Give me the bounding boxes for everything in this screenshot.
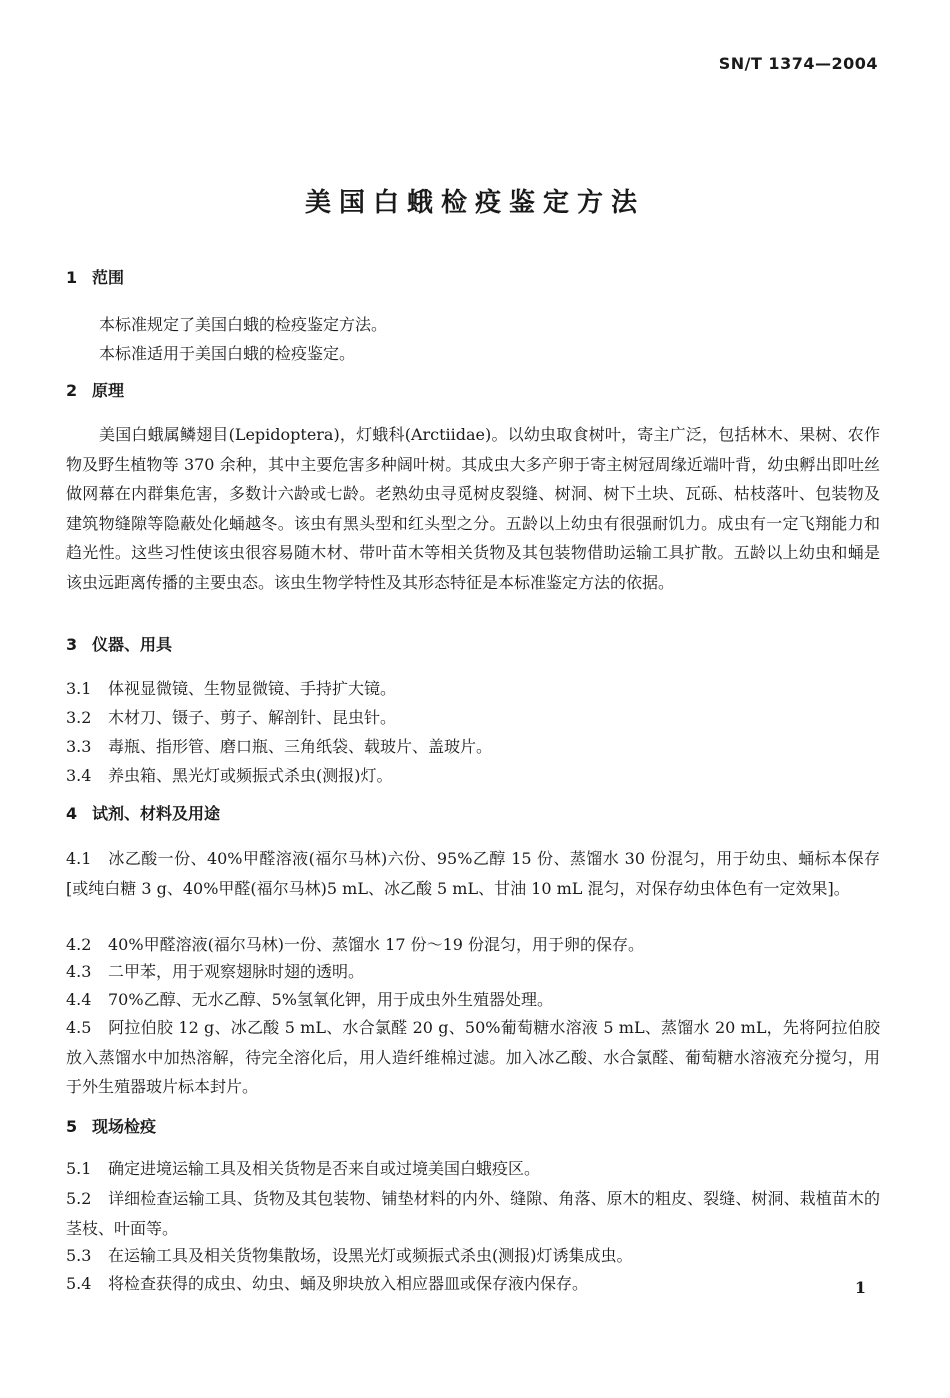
section-number: 1: [66, 268, 78, 287]
section-number: 3: [66, 635, 78, 654]
item-number: 3.4: [66, 766, 92, 785]
section-4-heading: [66, 802, 220, 826]
list-item: [66, 844, 880, 903]
section-2-heading: [66, 379, 124, 403]
list-item: [66, 930, 880, 960]
item-text: 阿拉伯胶 12 g、冰乙酸 5 mL、水合氯醛 20 g、50%葡萄糖水溶液 5 mL、蒸馏水 20 mL，先将阿拉伯胶放入蒸馏水中加热溶解，待完全溶化后，用人造纤维棉过滤。加入冰乙酸、水合氯醛、葡萄糖水溶液充分搅匀，用于外生殖器玻片标本封片。: [66, 1018, 880, 1096]
item-text: 木材刀、镊子、剪子、解剖针、昆虫针。: [108, 708, 397, 727]
section-number: 5: [66, 1117, 78, 1136]
standard-code: SN/T 1374—2004: [718, 54, 878, 73]
item-text: 详细检查运输工具、货物及其包装物、铺垫材料的内外、缝隙、角落、原木的粗皮、裂缝、树洞、栽植苗木的茎枝、叶面等。: [66, 1189, 880, 1238]
section-5-heading: [66, 1115, 156, 1139]
list-item: [66, 985, 880, 1015]
list-item: [66, 1269, 880, 1299]
item-text: 冰乙酸一份、40%甲醛溶液(福尔马林)六份、95%乙醇 15 份、蒸馏水 30 份混匀，用于幼虫、蛹标本保存[或纯白糖 3 g、40%甲醛(福尔马林)5 mL、冰乙酸 5 mL、甘油 10 mL 混匀，对保存幼虫体色有一定效果]。: [66, 849, 880, 898]
item-text: 二甲苯，用于观察翅脉时翅的透明。: [108, 962, 365, 981]
item-number: 3.2: [66, 708, 92, 727]
item-number: 5.2: [66, 1189, 92, 1208]
item-text: 70%乙醇、无水乙醇、5%氢氧化钾，用于成虫外生殖器处理。: [108, 990, 553, 1009]
list-item: [66, 732, 880, 762]
item-number: 4.1: [66, 849, 92, 868]
item-text: 养虫箱、黑光灯或频振式杀虫(测报)灯。: [108, 766, 393, 785]
item-text: 毒瓶、指形管、磨口瓶、三角纸袋、载玻片、盖玻片。: [108, 737, 493, 756]
item-number: 4.4: [66, 990, 92, 1009]
item-number: 5.3: [66, 1246, 92, 1265]
item-number: 3.1: [66, 679, 92, 698]
section-1-heading: [66, 266, 124, 290]
document-title: 美国白蛾检疫鉴定方法: [304, 188, 645, 218]
list-item: [66, 1241, 880, 1271]
section-title: 仪器、用具: [92, 635, 173, 654]
item-text: 40%甲醛溶液(福尔马林)一份、蒸馏水 17 份～19 份混匀，用于卵的保存。: [108, 935, 645, 954]
item-number: 5.1: [66, 1159, 92, 1178]
section-title: 原理: [92, 381, 125, 400]
list-item: [66, 703, 880, 733]
list-item: [66, 1013, 880, 1102]
list-item: [66, 761, 880, 791]
section-2-paragraph: 美国白蛾属鳞翅目(Lepidoptera)，灯蛾科(Arctiidae)。以幼虫取食树叶，寄主广泛，包括林木、果树、农作物及野生植物等 370 余种，其中主要危害多种阔叶树。其成虫大多产卵于寄主树冠周缘近端叶背，幼虫孵出即吐丝做网幕在内群集危害，多数计六龄或七龄。老熟幼虫寻觅树皮裂缝、树洞、树下土块、瓦砾、枯枝落叶、包装物及建筑物缝隙等隐蔽处化蛹越冬。该虫有黑头型和红头型之分。五龄以上幼虫有很强耐饥力。成虫有一定飞翔能力和趋光性。这些习性使该虫很容易随木材、带叶苗木等相关货物及其包装物借助运输工具扩散。五龄以上幼虫和蛹是该虫远距离传播的主要虫态。该虫生物学特性及其形态特征是本标准鉴定方法的依据。: [66, 425, 880, 592]
item-text: 将检查获得的成虫、幼虫、蛹及卵块放入相应器皿或保存液内保存。: [108, 1274, 589, 1293]
section-3-heading: [66, 633, 172, 657]
item-number: 4.3: [66, 962, 92, 981]
section-title: 范围: [92, 268, 125, 287]
list-item: [66, 674, 880, 704]
item-number: 4.2: [66, 935, 92, 954]
section-title: 试剂、材料及用途: [92, 804, 221, 823]
list-item: [66, 1154, 880, 1184]
list-item: [66, 957, 880, 987]
section-number: 2: [66, 381, 78, 400]
list-item: [66, 1184, 880, 1243]
section-title: 现场检疫: [92, 1117, 157, 1136]
page-number: 1: [854, 1278, 866, 1297]
item-number: 3.3: [66, 737, 92, 756]
section-number: 4: [66, 804, 78, 823]
section-1-paragraph-2: 本标准适用于美国白蛾的检疫鉴定。: [99, 344, 356, 363]
section-1-paragraph-1: 本标准规定了美国白蛾的检疫鉴定方法。: [99, 315, 388, 334]
item-text: 体视显微镜、生物显微镜、手持扩大镜。: [108, 679, 397, 698]
item-number: 5.4: [66, 1274, 92, 1293]
item-number: 4.5: [66, 1018, 92, 1037]
item-text: 在运输工具及相关货物集散场，设黑光灯或频振式杀虫(测报)灯诱集成虫。: [108, 1246, 633, 1265]
item-text: 确定进境运输工具及相关货物是否来自或过境美国白蛾疫区。: [108, 1159, 541, 1178]
